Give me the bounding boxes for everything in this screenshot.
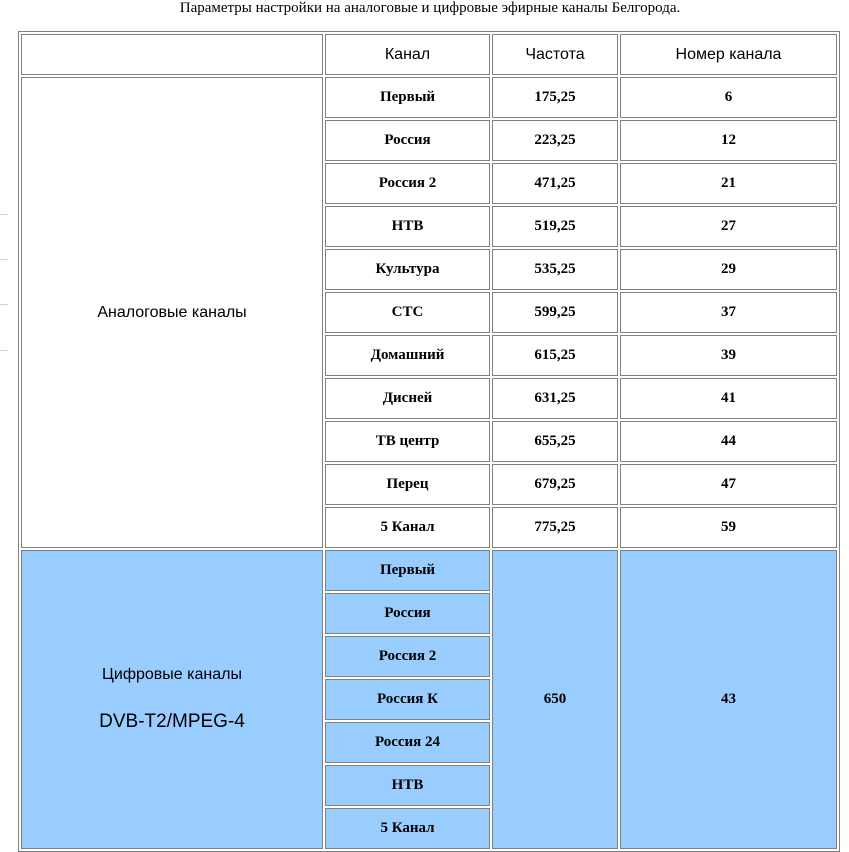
channel-number: 37: [620, 292, 837, 333]
channel-name: Россия 2: [325, 636, 490, 677]
margin-mark: [0, 214, 8, 215]
channel-name: НТВ: [325, 206, 490, 247]
channel-name: НТВ: [325, 765, 490, 806]
channel-number: 29: [620, 249, 837, 290]
digital-standard-label: DVB-T2/MPEG-4: [99, 711, 245, 732]
margin-mark: [0, 350, 8, 351]
channel-name: Домашний: [325, 335, 490, 376]
channel-name: Россия 24: [325, 722, 490, 763]
channel-number: 27: [620, 206, 837, 247]
channel-name: Перец: [325, 464, 490, 505]
header-row: [21, 34, 837, 75]
table-row: [21, 550, 837, 591]
channel-name: Первый: [325, 550, 490, 591]
channel-frequency: 655,25: [492, 421, 618, 462]
channel-name: Россия К: [325, 679, 490, 720]
channel-frequency: 535,25: [492, 249, 618, 290]
margin-mark: [0, 259, 8, 260]
channel-number: 47: [620, 464, 837, 505]
channel-name: Первый: [325, 77, 490, 118]
digital-frequency: 650: [492, 550, 618, 849]
digital-group-label: Цифровые каналы: [102, 666, 242, 683]
channel-number: 41: [620, 378, 837, 419]
channel-number: 6: [620, 77, 837, 118]
digital-channel-number: 43: [620, 550, 837, 849]
channel-frequency: 519,25: [492, 206, 618, 247]
channel-name: Культура: [325, 249, 490, 290]
channel-number: 44: [620, 421, 837, 462]
channel-name: Россия: [325, 120, 490, 161]
channel-frequency: 679,25: [492, 464, 618, 505]
table-row: [21, 77, 837, 118]
channel-name: 5 Канал: [325, 507, 490, 548]
channel-name: ТВ центр: [325, 421, 490, 462]
channel-number: 39: [620, 335, 837, 376]
channel-frequency: 223,25: [492, 120, 618, 161]
digital-group-cell: [21, 550, 323, 849]
table-caption: Параметры настройки на аналоговые и цифровые эфирные каналы Белгорода.: [179, 0, 681, 16]
header-channel: Канал: [325, 34, 490, 75]
channel-number: 21: [620, 163, 837, 204]
margin-mark: [0, 304, 8, 305]
channel-frequency: 599,25: [492, 292, 618, 333]
channel-frequency: 775,25: [492, 507, 618, 548]
channel-name: СТС: [325, 292, 490, 333]
channel-frequency: 175,25: [492, 77, 618, 118]
channel-frequency: 471,25: [492, 163, 618, 204]
channel-number: 59: [620, 507, 837, 548]
channel-name: Дисней: [325, 378, 490, 419]
header-channel-number: Номер канала: [620, 34, 837, 75]
channel-name: Россия 2: [325, 163, 490, 204]
channel-name: 5 Канал: [325, 808, 490, 849]
channel-name: Россия: [325, 593, 490, 634]
channel-frequency: 615,25: [492, 335, 618, 376]
channels-table: [18, 31, 840, 852]
header-empty-cell: [21, 34, 323, 75]
channel-number: 12: [620, 120, 837, 161]
header-frequency: Частота: [492, 34, 618, 75]
channel-frequency: 631,25: [492, 378, 618, 419]
analog-group-label: Аналоговые каналы: [21, 77, 323, 548]
